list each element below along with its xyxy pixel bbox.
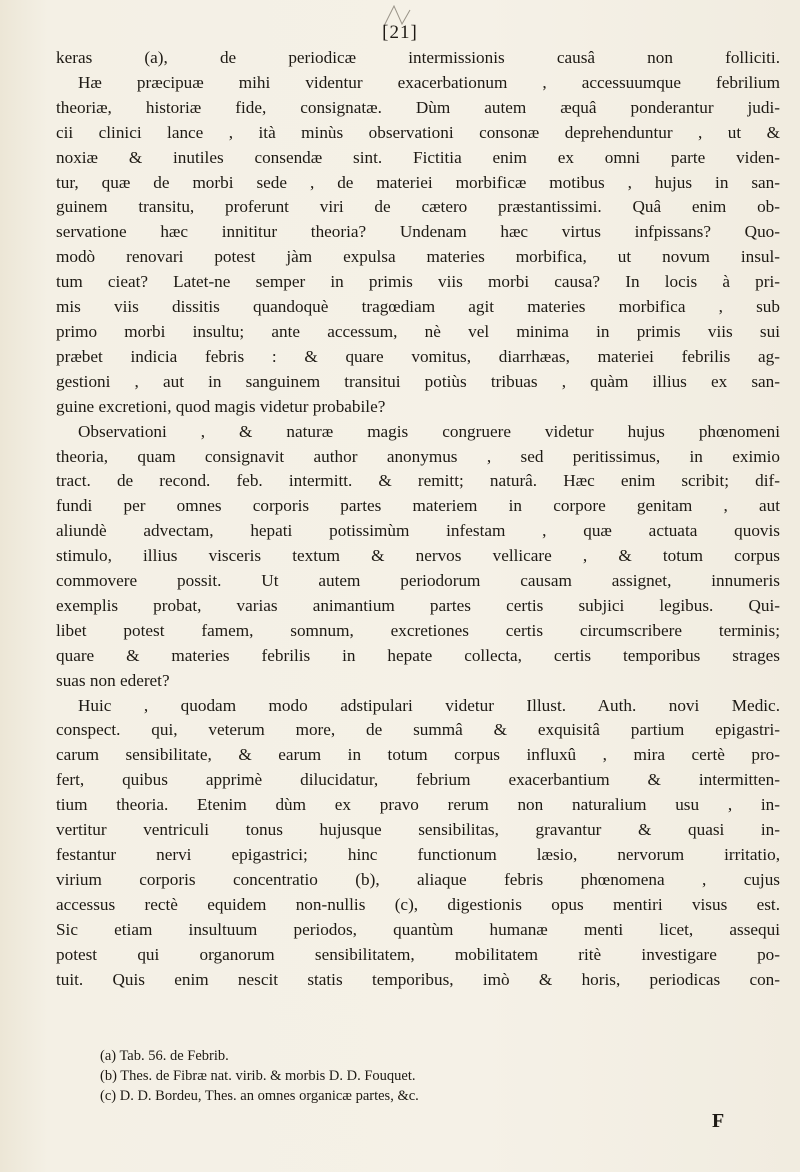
text-line: Huic , quodam modo adstipulari videtur Illust. Auth. novi Medic.	[78, 695, 780, 715]
text-line: primo morbi insultu; ante accessum, nè vel minima in primis viis sui	[56, 321, 780, 341]
text-line: tum cieat? Latet-ne semper in primis viis morbi causa? In locis à pri-	[56, 272, 780, 292]
text-line: tur, quæ de morbi sede , de materiei morbificæ motibus , hujus in san-	[56, 172, 780, 192]
catchword: F	[712, 1110, 725, 1132]
page-number: [21]	[382, 22, 418, 43]
text-line: libet potest famem, somnum, excretiones certis circumscribere terminis;	[56, 620, 780, 640]
text-line: servatione hæc innititur theoria? Undenam hæc virtus infpissans? Quo-	[56, 222, 780, 242]
text-line: quare & materies febrilis in hepate collecta, certis temporibus strages	[56, 645, 780, 665]
text-line: suas non ederet?	[56, 670, 170, 690]
footnote: (c) D. D. Bordeu, Thes. an omnes organicæ partes, &c.	[100, 1088, 419, 1104]
text-line: præbet indicia febris : & quare vomitus, diarrhæas, materiei febrilis ag-	[56, 346, 780, 366]
footnotes	[100, 1046, 740, 1106]
text-line: potest qui organorum sensibilitatem, mobilitatem ritè investigare po-	[56, 944, 780, 964]
footnote: (a) Tab. 56. de Febrib.	[100, 1048, 229, 1064]
text-line: Observationi , & naturæ magis congruere videtur hujus phœnomeni	[78, 421, 780, 441]
text-line: vertitur ventriculi tonus hujusque sensibilitas, gravantur & quasi in-	[56, 820, 780, 840]
text-line: cii clinici lance , ità minùs observationi consonæ deprehenduntur , ut &	[56, 122, 780, 142]
text-line: conspect. qui, veterum more, de summâ & exquisitâ partium epigastri-	[56, 720, 780, 740]
text-line: Hæ præcipuæ mihi videntur exacerbationum , accessuumque febrilium	[78, 72, 780, 92]
text-line: theoria, quam consignavit author anonymus , sed peritissimus, in eximio	[56, 446, 780, 466]
text-line: exemplis probat, varias animantium partes certis subjici legibus. Qui-	[56, 595, 780, 615]
text-line: fundi per omnes corporis partes materiem in corpore genitam , aut	[56, 496, 780, 516]
text-line: modò renovari potest jàm expulsa materies morbifica, ut novum insul-	[56, 247, 780, 267]
text-line: theoriæ, historiæ fide, consignatæ. Dùm autem æquâ ponderantur judi-	[56, 97, 780, 117]
text-line: gestioni , aut in sanguinem transitui potiùs tribuas , quàm illius ex san-	[56, 371, 780, 391]
text-line: mis viis dissitis quandoquè tragœdiam agit materies morbifica , sub	[56, 297, 780, 317]
text-line: Sic etiam insultuum periodos, quantùm humanæ menti licet, assequi	[56, 919, 780, 939]
text-line: noxiæ & inutiles consendæ sint. Fictitia enim ex omni parte viden-	[56, 147, 780, 167]
text-line: tium theoria. Etenim dùm ex pravo rerum non naturalium usu , in-	[56, 795, 780, 815]
text-line: fert, quibus apprimè dilucidatur, febrium exacerbantium & intermitten-	[56, 770, 780, 790]
text-line: festantur nervi epigastrici; hinc functionum læsio, nervorum irritatio,	[56, 845, 780, 864]
text-line: aliundè advectam, hepati potissimùm infestam , quæ actuata quovis	[56, 521, 780, 541]
text-line: stimulo, illius visceris textum & nervos vellicare , & totum corpus	[56, 546, 780, 566]
text-line: carum sensibilitate, & earum in totum corpus influxû , mira certè pro-	[56, 745, 780, 765]
body-text	[56, 46, 780, 992]
text-line: commovere possit. Ut autem periodorum causam assignet, innumeris	[56, 571, 780, 591]
text-line: virium corporis concentratio (b), aliaque febris phœnomena , cujus	[56, 869, 780, 889]
footnote: (b) Thes. de Fibræ nat. virib. & morbis D. D. Fouquet.	[100, 1068, 416, 1084]
text-line: tract. de recond. feb. intermitt. & remitt; naturâ. Hæc enim scribit; dif-	[56, 471, 780, 491]
text-line: guinem transitu, proferunt viri de cætero præstantissimi. Quâ enim ob-	[56, 197, 780, 217]
text-line: tuit. Quis enim nescit statis temporibus, imò & horis, periodicas con-	[56, 969, 780, 989]
text-line: guine excretioni, quod magis videtur probabile?	[56, 396, 386, 416]
text-line: accessus rectè equidem non-nullis (c), digestionis opus mentiri visus est.	[56, 894, 780, 914]
text-line: keras (a), de periodicæ intermissionis causâ non folliciti.	[56, 48, 780, 67]
